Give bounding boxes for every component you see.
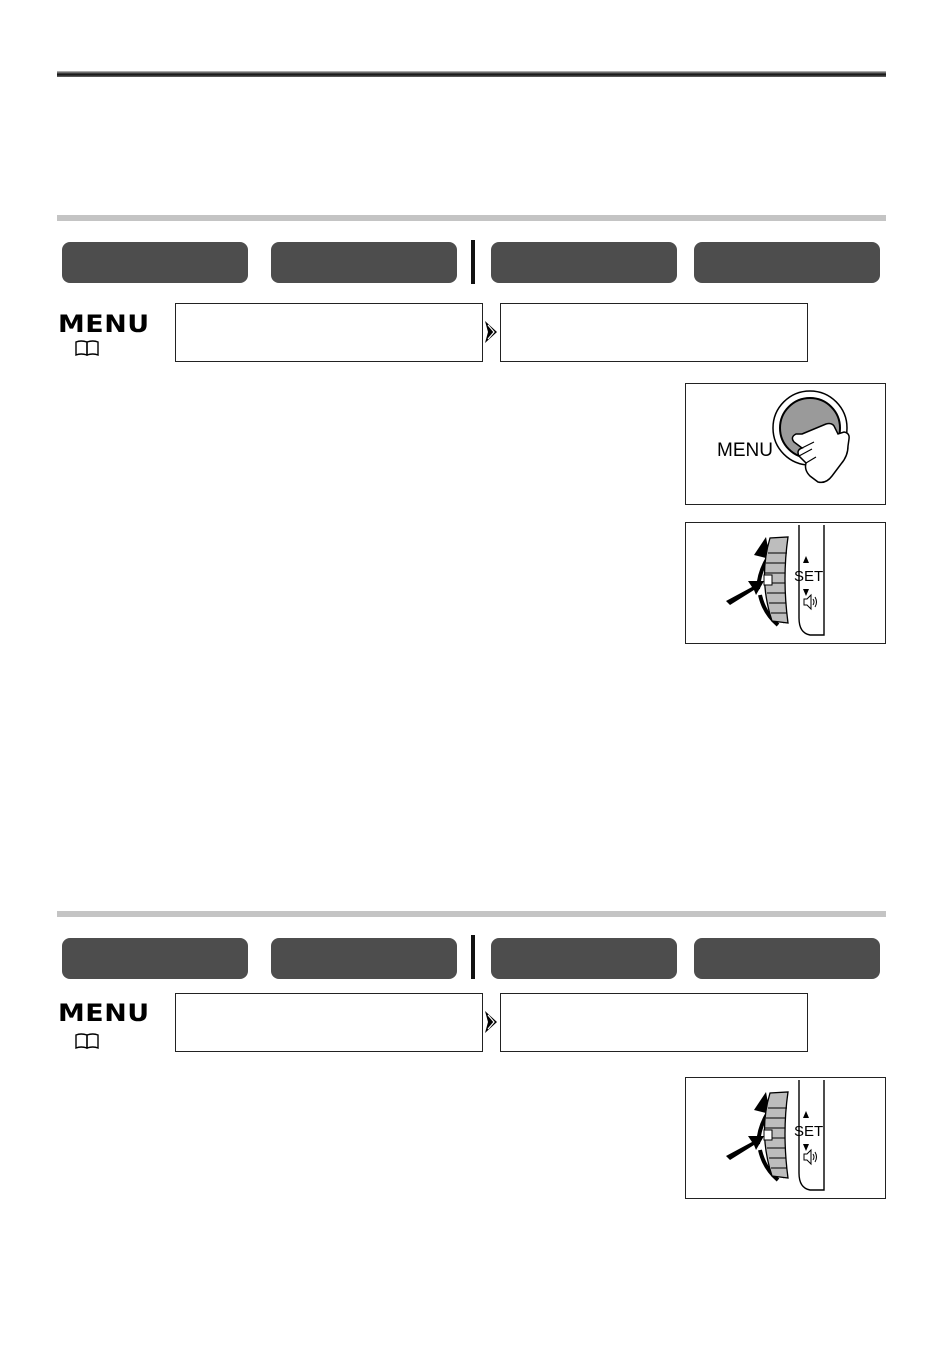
section-2-path-arrow-icon (484, 1010, 498, 1034)
section-1-menu-path-2 (500, 303, 808, 362)
section-2-tab-1[interactable] (62, 938, 248, 979)
section-2-tab-4[interactable] (694, 938, 880, 979)
set-dial-icon (686, 1078, 885, 1198)
section-1-menu-label: MENU (58, 310, 150, 338)
menu-button-press-icon (686, 384, 885, 504)
section-1-menu-path-1 (175, 303, 483, 362)
section-2-menu-path-1 (175, 993, 483, 1052)
section-1-tab-3[interactable] (491, 242, 677, 283)
section-2-menu-path-2 (500, 993, 808, 1052)
header-rule (57, 71, 886, 77)
section-1-rule (57, 215, 886, 221)
section-1-tab-4[interactable] (694, 242, 880, 283)
set-dial-icon (686, 523, 885, 643)
section-1-path-arrow-icon (484, 320, 498, 344)
figure-menu-text: MENU (717, 440, 773, 461)
section-2-book-icon (74, 1032, 100, 1050)
section-1-figure-menu-button (685, 383, 886, 505)
figure-set-text: SET (794, 1123, 824, 1140)
section-2-menu-label: MENU (58, 999, 150, 1027)
section-1-book-icon (74, 339, 100, 357)
section-1-tab-2[interactable] (271, 242, 457, 283)
section-1-figure-set-dial (685, 522, 886, 644)
section-1-tab-divider (471, 240, 475, 284)
section-2-rule (57, 911, 886, 917)
section-2-tab-divider (471, 935, 475, 979)
section-2-figure-set-dial (685, 1077, 886, 1199)
section-1-tab-1[interactable] (62, 242, 248, 283)
figure-set-text: SET (794, 568, 824, 585)
section-2-tab-2[interactable] (271, 938, 457, 979)
section-2-tab-3[interactable] (491, 938, 677, 979)
